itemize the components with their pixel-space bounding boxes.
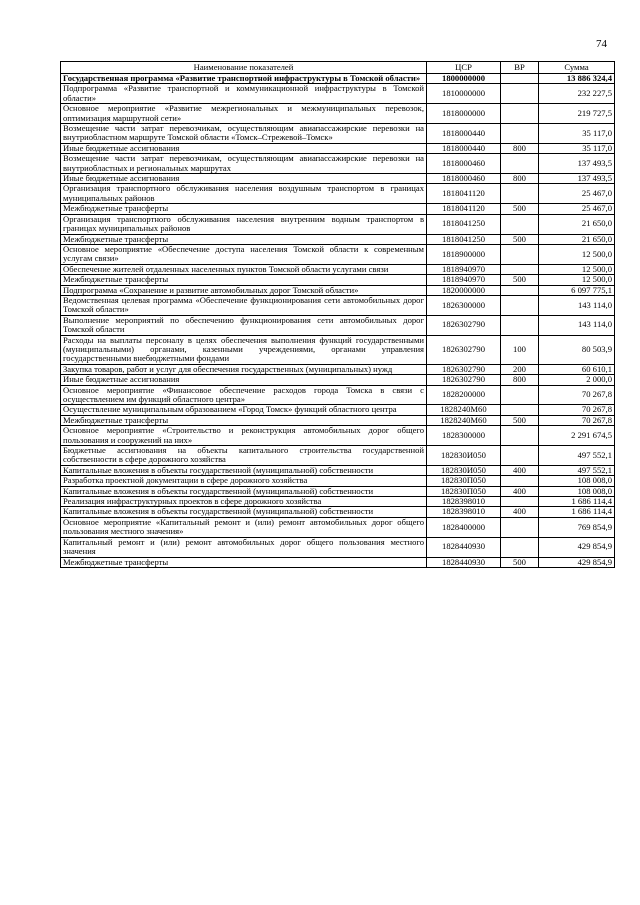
row-sum: 497 552,1	[539, 465, 615, 475]
row-vr	[501, 264, 539, 274]
row-sum: 429 854,9	[539, 537, 615, 557]
row-sum: 137 493,5	[539, 154, 615, 174]
row-name: Межбюджетные трансферты	[61, 275, 427, 285]
row-sum: 21 650,0	[539, 214, 615, 234]
header-vr: ВР	[501, 62, 539, 74]
table-row	[61, 174, 615, 184]
table-row	[61, 446, 615, 466]
row-sum: 108 008,0	[539, 486, 615, 496]
table-row	[61, 497, 615, 507]
row-csr: 1818041250	[427, 214, 501, 234]
row-vr	[501, 154, 539, 174]
row-sum: 429 854,9	[539, 557, 615, 567]
row-name: Межбюджетные трансферты	[61, 234, 427, 244]
table-row	[61, 517, 615, 537]
row-sum: 35 117,0	[539, 143, 615, 153]
row-sum: 2 000,0	[539, 375, 615, 385]
row-csr: 1828398010	[427, 507, 501, 517]
table-row	[61, 143, 615, 153]
row-vr	[501, 295, 539, 315]
row-name: Межбюджетные трансферты	[61, 557, 427, 567]
page-number: 74	[596, 38, 607, 50]
row-sum: 143 114,0	[539, 315, 615, 335]
row-sum: 70 267,8	[539, 415, 615, 425]
row-name: Иные бюджетные ассигнования	[61, 375, 427, 385]
row-vr	[501, 315, 539, 335]
row-sum: 137 493,5	[539, 174, 615, 184]
row-vr	[501, 84, 539, 104]
row-sum: 12 500,0	[539, 264, 615, 274]
row-sum: 12 500,0	[539, 275, 615, 285]
table-row	[61, 364, 615, 374]
row-csr: 1826300000	[427, 295, 501, 315]
row-name: Капитальные вложения в объекты государственной (муниципальной) собственности	[61, 486, 427, 496]
row-vr: 500	[501, 204, 539, 214]
row-sum: 60 610,1	[539, 364, 615, 374]
table-row	[61, 244, 615, 264]
row-vr	[501, 426, 539, 446]
row-name: Бюджетные ассигнования на объекты капитального строительства государственной собственности в сфере дорожного хозяйства	[61, 446, 427, 466]
table-row	[61, 537, 615, 557]
row-sum: 80 503,9	[539, 335, 615, 364]
row-name: Организация транспортного обслуживания населения внутренним водным транспортом в границах муниципальных районов	[61, 214, 427, 234]
row-vr: 100	[501, 335, 539, 364]
row-sum: 25 467,0	[539, 184, 615, 204]
row-name: Подпрограмма «Развитие транспортной и коммуникационной инфраструктуры в Томской области»	[61, 84, 427, 104]
row-sum: 70 267,8	[539, 385, 615, 405]
row-name: Разработка проектной документации в сфере дорожного хозяйства	[61, 476, 427, 486]
row-csr: 1828240М60	[427, 415, 501, 425]
row-sum: 70 267,8	[539, 405, 615, 415]
row-csr: 1828240М60	[427, 405, 501, 415]
table-row	[61, 335, 615, 364]
row-sum: 219 727,5	[539, 104, 615, 124]
row-name: Капитальные вложения в объекты государственной (муниципальной) собственности	[61, 465, 427, 475]
table-row	[61, 264, 615, 274]
row-sum: 108 008,0	[539, 476, 615, 486]
row-csr: 1826302790	[427, 375, 501, 385]
row-sum: 13 886 324,4	[539, 74, 615, 84]
header-name: Наименование показателей	[61, 62, 427, 74]
row-name: Выполнение мероприятий по обеспечению функционирования сети автомобильных дорог Томской области	[61, 315, 427, 335]
row-name: Капитальные вложения в объекты государственной (муниципальной) собственности	[61, 507, 427, 517]
row-csr: 1818000000	[427, 104, 501, 124]
table-row	[61, 315, 615, 335]
row-name: Государственная программа «Развитие транспортной инфраструктуры в Томской области»	[61, 74, 427, 84]
row-name: Основное мероприятие «Строительство и реконструкция автомобильных дорог общего пользования и сооружений на них»	[61, 426, 427, 446]
row-name: Основное мероприятие «Финансовое обеспечение расходов города Томска в связи с осуществлением им функций областного центра»	[61, 385, 427, 405]
row-vr	[501, 446, 539, 466]
row-vr: 800	[501, 143, 539, 153]
row-csr: 1820000000	[427, 285, 501, 295]
row-csr: 1810000000	[427, 84, 501, 104]
table-row	[61, 465, 615, 475]
row-csr: 1828440930	[427, 537, 501, 557]
table-row	[61, 557, 615, 567]
row-sum: 2 291 674,5	[539, 426, 615, 446]
row-csr: 1800000000	[427, 74, 501, 84]
row-name: Возмещение части затрат перевозчикам, осуществляющим авиапассажирские перевозки на внутриобластном маршруте Томской области «Томск–Стрежевой–Томск»	[61, 124, 427, 144]
table-row	[61, 486, 615, 496]
row-vr	[501, 244, 539, 264]
row-vr: 400	[501, 507, 539, 517]
table-row	[61, 74, 615, 84]
row-vr: 200	[501, 364, 539, 374]
row-vr	[501, 537, 539, 557]
row-sum: 1 686 114,4	[539, 507, 615, 517]
table-row	[61, 476, 615, 486]
row-csr: 1818000440	[427, 143, 501, 153]
row-name: Основное мероприятие «Обеспечение доступа населения Томской области к современным услугам связи»	[61, 244, 427, 264]
table-row	[61, 385, 615, 405]
row-name: Осуществление муниципальным образованием «Город Томск» функций областного центра	[61, 405, 427, 415]
row-vr	[501, 74, 539, 84]
row-vr	[501, 405, 539, 415]
row-name: Организация транспортного обслуживания населения воздушным транспортом в границах муниципальных районов	[61, 184, 427, 204]
table-row	[61, 375, 615, 385]
row-vr	[501, 385, 539, 405]
row-csr: 1818041120	[427, 204, 501, 214]
row-csr: 182830П050	[427, 486, 501, 496]
row-vr	[501, 285, 539, 295]
row-vr: 800	[501, 375, 539, 385]
row-name: Закупка товаров, работ и услуг для обеспечения государственных (муниципальных) нужд	[61, 364, 427, 374]
row-name: Межбюджетные трансферты	[61, 415, 427, 425]
table-row	[61, 415, 615, 425]
row-sum: 21 650,0	[539, 234, 615, 244]
row-csr: 1818000460	[427, 174, 501, 184]
row-csr: 1828400000	[427, 517, 501, 537]
row-vr	[501, 476, 539, 486]
row-csr: 1828440930	[427, 557, 501, 567]
row-vr	[501, 497, 539, 507]
row-sum: 35 117,0	[539, 124, 615, 144]
row-vr	[501, 104, 539, 124]
row-vr: 500	[501, 234, 539, 244]
header-csr: ЦСР	[427, 62, 501, 74]
row-name: Иные бюджетные ассигнования	[61, 143, 427, 153]
row-vr	[501, 214, 539, 234]
row-name: Реализация инфраструктурных проектов в сфере дорожного хозяйства	[61, 497, 427, 507]
row-name: Основное мероприятие «Капитальный ремонт и (или) ремонт автомобильных дорог общего пользования местного значения»	[61, 517, 427, 537]
row-vr: 500	[501, 415, 539, 425]
row-name: Расходы на выплаты персоналу в целях обеспечения выполнения функций государственными (муниципальными) органами, казенными учреждениями, органами управления государственными внебюджетными фондами	[61, 335, 427, 364]
row-name: Подпрограмма «Сохранение и развитие автомобильных дорог Томской области»	[61, 285, 427, 295]
row-csr: 1818900000	[427, 244, 501, 264]
row-csr: 182830И050	[427, 446, 501, 466]
row-csr: 1818000440	[427, 124, 501, 144]
table-row	[61, 285, 615, 295]
row-sum: 769 854,9	[539, 517, 615, 537]
row-name: Межбюджетные трансферты	[61, 204, 427, 214]
row-sum: 12 500,0	[539, 244, 615, 264]
table-row	[61, 104, 615, 124]
row-sum: 497 552,1	[539, 446, 615, 466]
row-sum: 6 097 775,1	[539, 285, 615, 295]
row-csr: 1828200000	[427, 385, 501, 405]
table-row	[61, 214, 615, 234]
table-header-row	[61, 62, 615, 74]
row-csr: 1818940970	[427, 275, 501, 285]
row-vr	[501, 517, 539, 537]
table-row	[61, 84, 615, 104]
row-sum: 143 114,0	[539, 295, 615, 315]
row-name: Обеспечение жителей отдаленных населенных пунктов Томской области услугами связи	[61, 264, 427, 274]
row-sum: 232 227,5	[539, 84, 615, 104]
table-row	[61, 234, 615, 244]
table-row	[61, 295, 615, 315]
row-vr: 800	[501, 174, 539, 184]
row-vr: 400	[501, 486, 539, 496]
row-csr: 182830П050	[427, 476, 501, 486]
table-row	[61, 204, 615, 214]
row-name: Капитальный ремонт и (или) ремонт автомобильных дорог общего пользования местного значения	[61, 537, 427, 557]
table-row	[61, 184, 615, 204]
row-vr: 500	[501, 275, 539, 285]
row-csr: 1828398010	[427, 497, 501, 507]
table-row	[61, 275, 615, 285]
table-row	[61, 124, 615, 144]
row-csr: 182830И050	[427, 465, 501, 475]
row-vr: 500	[501, 557, 539, 567]
row-csr: 1818041250	[427, 234, 501, 244]
table-row	[61, 507, 615, 517]
row-sum: 1 686 114,4	[539, 497, 615, 507]
budget-table	[60, 61, 615, 568]
row-vr	[501, 184, 539, 204]
row-name: Основное мероприятие «Развитие межрегиональных и межмуниципальных перевозок, оптимизация маршрутной сети»	[61, 104, 427, 124]
row-vr: 400	[501, 465, 539, 475]
row-csr: 1826302790	[427, 315, 501, 335]
table-row	[61, 405, 615, 415]
row-name: Иные бюджетные ассигнования	[61, 174, 427, 184]
row-name: Возмещение части затрат перевозчикам, осуществляющим авиапассажирские перевозки на внутриобластных и региональных маршрутах	[61, 154, 427, 174]
row-vr	[501, 124, 539, 144]
row-csr: 1818041120	[427, 184, 501, 204]
row-csr: 1826302790	[427, 364, 501, 374]
header-sum: Сумма	[539, 62, 615, 74]
row-csr: 1818940970	[427, 264, 501, 274]
row-csr: 1818000460	[427, 154, 501, 174]
row-sum: 25 467,0	[539, 204, 615, 214]
table-row	[61, 154, 615, 174]
table-row	[61, 426, 615, 446]
row-csr: 1828300000	[427, 426, 501, 446]
row-name: Ведомственная целевая программа «Обеспечение функционирования сети автомобильных дорог Томской области»	[61, 295, 427, 315]
row-csr: 1826302790	[427, 335, 501, 364]
